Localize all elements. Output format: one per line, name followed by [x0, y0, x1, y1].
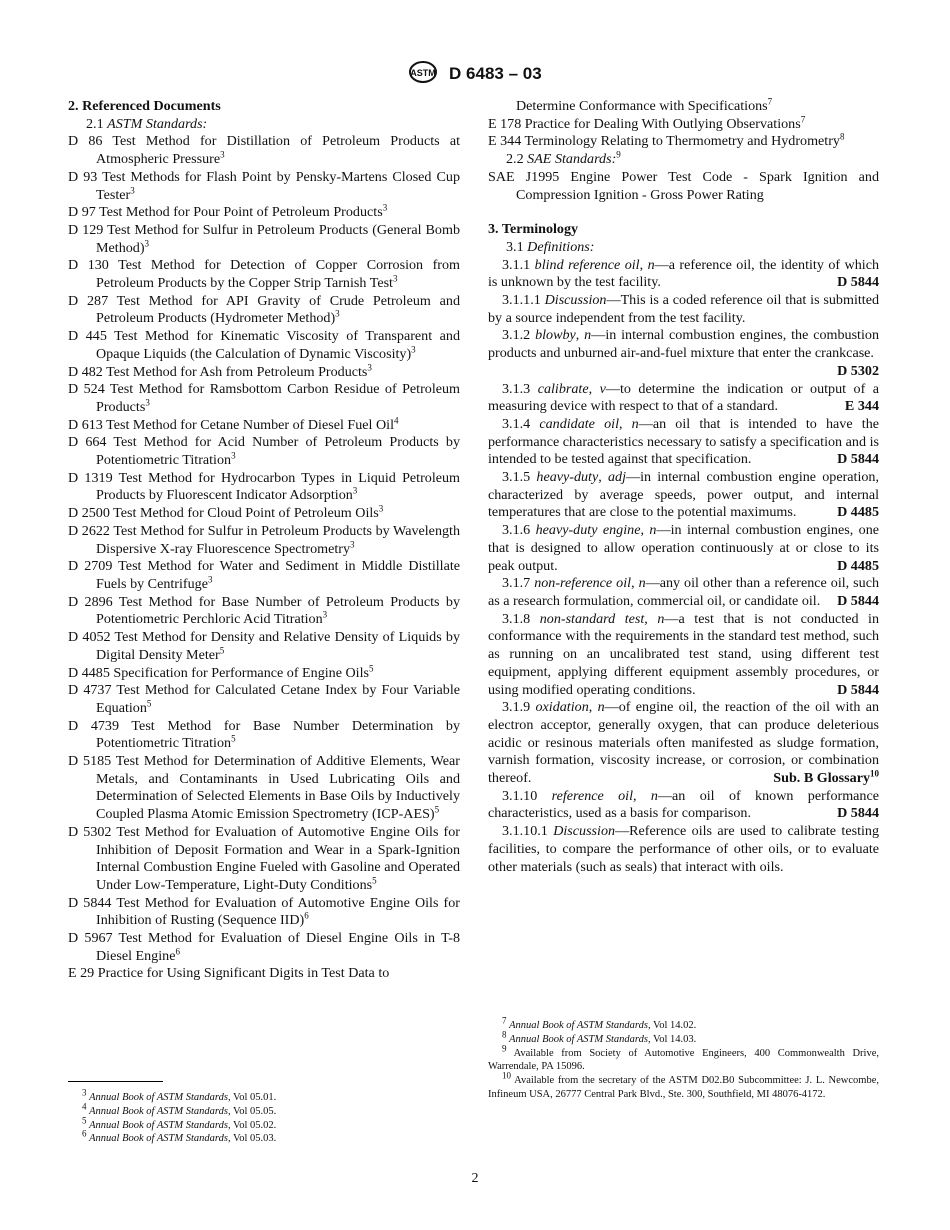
- definition-item: 3.1.10 reference oil, n—an oil of known performance characteristics, used as a basis for comparison. D 5844: [488, 787, 879, 822]
- reference-item: D 4739 Test Method for Base Number Determination by Potentiometric Titration$^5$: [68, 717, 461, 752]
- footnote-ref: 3: [335, 308, 340, 319]
- footnote-number: 5: [82, 1115, 87, 1126]
- footnote: $^5$ Annual Book of ASTM Standards, Vol 05.02.: [82, 1115, 277, 1131]
- reference-code: D 130: [68, 257, 109, 274]
- part-of-speech: n: [649, 522, 657, 539]
- astm-reference-list-cont: [488, 116, 879, 151]
- definition-item: 3.1.2 blowby, n—in internal combustion engines, the combustion products and unburned air-and-fuel mixture that enter the crankcase. D 5302: [488, 327, 879, 379]
- footnote-ref: 3: [130, 184, 135, 195]
- footnote-number: 9: [502, 1043, 507, 1054]
- definition-item: 3.1.3 calibrate, v—to determine the indication or output of a measuring device with respect to that of a standard. E 344: [488, 380, 880, 415]
- footnote-ref: 6: [304, 910, 309, 921]
- footnote: $^9$ Available from Society of Automotive Engineers, 400 Commonwealth Drive, Warrendale, PA 15096.: [488, 1043, 879, 1073]
- footnote-ref: 5: [372, 875, 377, 886]
- reference-code: D 5185: [68, 753, 112, 770]
- footnote: $^{10}$ Available from the secretary of the ASTM D02.B0 Subcommittee: J. L. Newcombe, Infineum USA, 26777 Central Park Blvd., Ste. 300, Southfield, MI 48076-4172.: [488, 1070, 880, 1100]
- definition-term: non-standard test: [539, 610, 645, 627]
- reference-code: D 2622: [68, 522, 110, 539]
- reference-code: D 482: [68, 363, 103, 380]
- footnote-ref: 10: [870, 768, 879, 779]
- footnote-ref: 5: [219, 645, 225, 656]
- footnote-ref: 3: [145, 397, 150, 408]
- part-of-speech: adj: [607, 469, 626, 486]
- definition-term: Discussion: [544, 292, 607, 309]
- reference-code: D 287: [68, 292, 109, 309]
- footnote: $^6$ Annual Book of ASTM Standards, Vol 05.03.: [82, 1128, 277, 1145]
- right-footnotes: [488, 1015, 880, 1102]
- e29-continuation: Determine Conformance with Specifications$^7$: [516, 96, 773, 114]
- reference-item: D 5185 Test Method for Determination of Additive Elements, Wear Metals, and Contaminants in Used Lubricating Oils and Determination of Selected Elements in Base Oils by Inductively Coupled Plasma Atomic Emission Spectrometry $(ICP-AES)^5$: [68, 753, 461, 823]
- left-column: [68, 98, 460, 983]
- definition-item: 3.1.10.1 Discussion—Reference oils are used to calibrate testing facilities, to compare the performance of other oils, or to evaluate other materials (such as seals) that interact with oils.: [488, 823, 879, 875]
- reference-code: D 2500: [68, 505, 110, 522]
- definition-item: 3.1.8 non-standard test, n—a test that is not conducted in conformance with the requirements in the standard test method, such as running on an uncalibrated test stand, using different test equipment, applying different equipment assembly procedures, or using modified operating conditions. D 5844: [488, 610, 880, 698]
- part-of-speech: n: [650, 787, 658, 804]
- definition-source: D 5844: [837, 681, 879, 698]
- footnote-ref: 5: [434, 804, 440, 815]
- footnote-ref: 3: [144, 237, 150, 248]
- reference-code: D 524: [68, 381, 105, 398]
- footnote-ref: 3: [411, 344, 416, 355]
- part-of-speech: n: [597, 699, 605, 716]
- footnote: $^4$ Annual Book of ASTM Standards, Vol 05.05.: [82, 1101, 277, 1117]
- page-number: 2: [471, 1171, 479, 1186]
- definition-item: 3.1.9 oxidation, n—of engine oil, the reaction of the oil with an electron acceptor, generally oxygen, that can produce deleterious acidic or resinous materials often manifested as sludge formation, varnish formation, viscosity increase, or corrosion, or combination thereof. Sub. B Glossary$^{10}$: [488, 699, 880, 787]
- reference-code: D 86: [68, 133, 103, 150]
- reference-item: D 5302 Test Method for Evaluation of Automotive Engine Oils for Inhibition of Deposit Formation and Wear in a Spark-Ignition Internal Combustion Engine Fueled with Gasoline and Operated Under Low-Temperature, Light-Duty Conditions$^5$: [68, 823, 460, 893]
- definition-term: reference oil: [551, 787, 634, 804]
- definition-item: 3.1.7 non-reference oil, n—any oil other than a reference oil, such as a research formulation, commercial oil, or candidate oil. D 5844: [488, 575, 879, 609]
- reference-code: D 2709: [68, 558, 113, 575]
- footnote-ref: 3: [231, 450, 236, 461]
- reference-item: D 130 Test Method for Detection of Copper Corrosion from Petroleum Products by the Copper Strip Tarnish Test$^3$: [68, 257, 461, 292]
- reference-item: D 2622 Test Method for Sulfur in Petroleum Products by Wavelength Dispersive X-ray Fluorescence Spectrometry$^3$: [68, 522, 460, 557]
- reference-code: E 29: [68, 965, 95, 982]
- footnote-ref: 5: [231, 733, 236, 744]
- definition-source: Sub. B Glossary$^{10}$: [773, 768, 879, 787]
- astm-standards-label: 2.1 ASTM Standards:: [86, 115, 208, 132]
- reference-code: D 5302: [68, 823, 112, 840]
- reference-item: D 5967 Test Method for Evaluation of Diesel Engine Oils in T-8 Diesel Engine$^6$: [68, 930, 461, 964]
- part-of-speech: n: [647, 256, 655, 273]
- reference-code: D 2896: [68, 593, 113, 610]
- definition-source: D 5302: [837, 362, 879, 379]
- reference-code: D 445: [68, 328, 107, 345]
- reference-item: D 1319 Test Method for Hydrocarbon Types in Liquid Petroleum Products by Fluorescent Indicator Adsorption$^3$: [68, 469, 460, 504]
- reference-item: D 5844 Test Method for Evaluation of Automotive Engine Oils for Inhibition of Rusting (Sequence IID)$^6$: [68, 894, 460, 929]
- part-of-speech: n: [631, 415, 639, 432]
- part-of-speech: n: [638, 575, 646, 592]
- definition-term: heavy-duty engine: [535, 522, 641, 539]
- reference-item: E 344 Terminology Relating to Thermometry and Hydrometry$^8$: [488, 131, 845, 150]
- footnote-number: 6: [82, 1128, 87, 1139]
- footnote-ref: 3: [322, 609, 328, 620]
- definition-source: D 5844: [837, 274, 879, 291]
- footnote-ref: 6: [175, 946, 180, 957]
- footnote: $^7$ Annual Book of ASTM Standards, Vol 14.02.: [502, 1015, 697, 1031]
- definition-term: oxidation: [535, 699, 589, 716]
- definition-item: 3.1.6 heavy-duty engine, n—in internal combustion engines, one that is designed to allow operation continuously at or close to its peak output. D 4485: [488, 522, 880, 574]
- reference-item: D 2500 Test Method for Cloud Point of Petroleum Oils$^3$: [68, 503, 384, 522]
- reference-item: E 29 Practice for Using Significant Digits in Test Data to: [68, 965, 390, 982]
- definition-item: 3.1.1.1 Discussion—This is a coded reference oil that is submitted by a source independent from the test facility.: [488, 292, 879, 326]
- footnote-number: 3: [82, 1087, 87, 1098]
- definition-source: E 344: [844, 398, 879, 415]
- footnote-ref: 3: [350, 538, 355, 549]
- definition-source: D 5844: [837, 805, 879, 822]
- reference-item: D 445 Test Method for Kinematic Viscosity of Transparent and Opaque Liquids (the Calculation of Dynamic Viscosity)$^3$: [68, 328, 461, 362]
- reference-item: D 93 Test Methods for Flash Point by Pensky-Martens Closed Cup Tester$^3$: [68, 168, 461, 203]
- footnote-ref: 7: [800, 114, 806, 125]
- footnote-ref: 4: [393, 414, 399, 425]
- reference-item: D 664 Test Method for Acid Number of Petroleum Products by Potentiometric Titration$^3$: [68, 434, 460, 469]
- definition-term: Discussion: [553, 823, 616, 840]
- page-header: [0, 60, 950, 89]
- footnote-ref: 5: [146, 698, 152, 709]
- svg-text:ASTM: ASTM: [410, 68, 437, 78]
- reference-code: D 97: [68, 204, 96, 221]
- footnote-ref: 3: [207, 574, 213, 585]
- footnote-number: 4: [82, 1101, 87, 1112]
- reference-item: D 4737 Test Method for Calculated Cetane Index by Four Variable Equation$^5$: [68, 682, 460, 716]
- footnote: $^8$ Annual Book of ASTM Standards, Vol 14.03.: [502, 1029, 697, 1045]
- reference-code: D 4737: [68, 682, 112, 699]
- reference-item: D 86 Test Method for Distillation of Petroleum Products at Atmospheric Pressure$^3$: [68, 133, 460, 168]
- reference-code: E 344: [488, 133, 522, 150]
- part-of-speech: v: [599, 380, 606, 397]
- part-of-speech: n: [584, 327, 592, 344]
- reference-code: D 664: [68, 434, 107, 451]
- definition-source: D 5844: [837, 451, 879, 468]
- reference-item: D 97 Test Method for Pour Point of Petroleum Products$^3$: [68, 202, 388, 221]
- reference-code: D 613: [68, 416, 103, 433]
- reference-item: D 2896 Test Method for Base Number of Petroleum Products by Potentiometric Perchloric Acid Titration$^3$: [68, 593, 460, 628]
- footnote-ref: 3: [352, 485, 358, 496]
- astm-reference-list: [68, 133, 460, 983]
- footnote-ref: 3: [382, 202, 388, 213]
- reference-item: D 524 Test Method for Ramsbottom Carbon Residue of Petroleum Products$^3$: [68, 381, 461, 415]
- right-column: [488, 98, 879, 876]
- definition-term: blowby: [535, 327, 576, 344]
- definition-item: 3.1.4 candidate oil, n—an oil that is intended to have the performance characteristics necessary to satisfy a specification and is intended to be tested against that specification. D 5844: [488, 415, 879, 468]
- definition-item: 3.1.5 heavy-duty, adj—in internal combustion engine operation, characterized by average speeds, power output, and internal temperatures that are close to the potential maximums. D 4485: [488, 469, 880, 521]
- section-2-heading: 2. Referenced Documents: [68, 98, 221, 114]
- footnote-ref: 8: [839, 131, 845, 142]
- reference-code: D 129: [68, 221, 104, 238]
- definition-term: blind reference oil: [534, 256, 640, 273]
- reference-item: D 482 Test Method for Ash from Petroleum Products$^3$: [68, 361, 372, 380]
- part-of-speech: n: [657, 610, 665, 627]
- definition-source: D 5844: [837, 592, 879, 609]
- footnote-ref: 3: [367, 361, 372, 372]
- footnote-ref: 3: [220, 149, 225, 160]
- reference-code: D 1319: [68, 469, 113, 486]
- definitions-list: [488, 257, 879, 877]
- reference-item: D 287 Test Method for API Gravity of Crude Petroleum and Petroleum Products (Hydrometer Method)$^3$: [68, 292, 461, 327]
- reference-item: D 2709 Test Method for Water and Sediment in Middle Distillate Fuels by Centrifuge$^3$: [68, 558, 460, 592]
- reference-item: D 4485 Specification for Performance of Engine Oils$^5$: [68, 662, 374, 681]
- footnote-number: 7: [502, 1015, 507, 1026]
- reference-code: D 4052: [68, 629, 111, 646]
- reference-code: D 4485: [68, 664, 110, 681]
- reference-code: D 5967: [68, 930, 113, 947]
- document-designation: D 6483 – 03: [449, 63, 542, 83]
- definition-term: heavy-duty: [536, 469, 599, 486]
- footnote: $^3$ Annual Book of ASTM Standards, Vol 05.01.: [82, 1087, 277, 1103]
- reference-code: D 93: [68, 168, 98, 185]
- footnote-number: 10: [502, 1070, 511, 1081]
- footnote-ref: 5: [368, 662, 374, 673]
- definition-term: non-reference oil: [534, 575, 632, 592]
- section-3-heading: 3. Terminology: [488, 221, 579, 238]
- reference-code: D 5844: [68, 894, 112, 911]
- reference-code: D 4739: [68, 717, 120, 734]
- reference-item: D 4052 Test Method for Density and Relative Density of Liquids by Digital Density Meter$^5$: [68, 629, 461, 663]
- definition-term: candidate oil: [539, 415, 619, 432]
- sae-standards-label: 2.2 SAE Standards:$^9$: [506, 149, 621, 168]
- reference-code: E 178: [488, 115, 522, 132]
- footnote-ref: 3: [378, 503, 384, 514]
- footnote-number: 8: [502, 1029, 507, 1040]
- definition-source: D 4485: [837, 504, 879, 521]
- definition-term: calibrate: [537, 380, 589, 397]
- definition-source: D 4485: [837, 557, 879, 574]
- reference-item: D 613 Test Method for Cetane Number of Diesel Fuel Oil$^4$: [68, 414, 399, 433]
- left-footnote-rule: [68, 1081, 163, 1082]
- definitions-label: 3.1 Definitions:: [506, 238, 595, 255]
- left-footnotes: [68, 1087, 460, 1146]
- reference-item: E 178 Practice for Dealing With Outlying Observations$^7$: [488, 114, 806, 132]
- footnote-ref: 3: [392, 273, 398, 284]
- definition-item: 3.1.1 blind reference oil, n—a reference oil, the identity of which is unknown by the test facility. D 5844: [488, 256, 879, 291]
- reference-item: D 129 Test Method for Sulfur in Petroleum Products (General Bomb Method)$^3$: [68, 221, 460, 256]
- sae-reference: SAE J1995 Engine Power Test Code - Spark Ignition and Compression Ignition - Gross Power Rating: [488, 168, 879, 203]
- astm-logo-icon: [408, 60, 438, 89]
